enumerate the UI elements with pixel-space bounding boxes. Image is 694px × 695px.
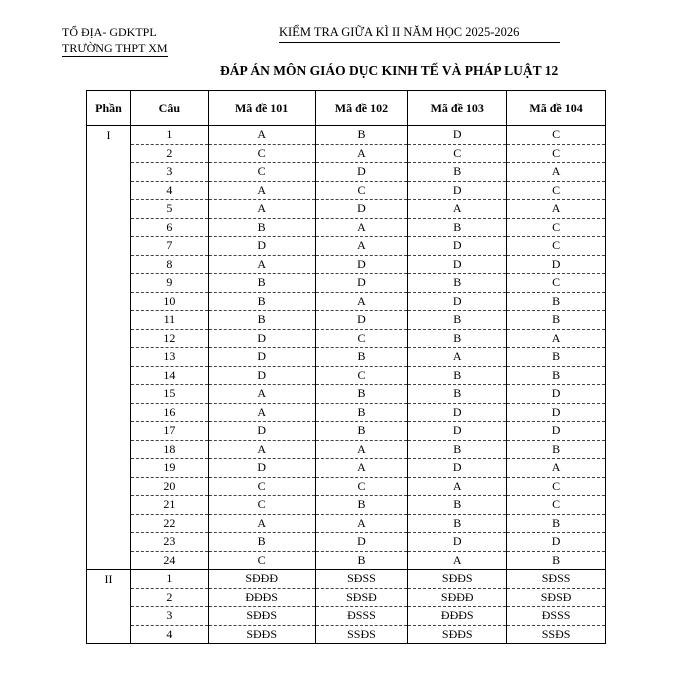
answer-104: B <box>507 440 606 459</box>
answer-103: D <box>408 533 507 552</box>
answer-102: A <box>315 237 408 256</box>
question-cell: 16 <box>130 403 208 422</box>
question-cell: 11 <box>130 311 208 330</box>
answer-103: D <box>408 255 507 274</box>
question-cell: 10 <box>130 292 208 311</box>
answer-103: B <box>408 329 507 348</box>
answer-102: D <box>315 200 408 219</box>
answer-104: C <box>507 477 606 496</box>
answer-103: SĐĐS <box>408 570 507 589</box>
answer-104: A <box>507 200 606 219</box>
answer-table <box>86 90 606 644</box>
question-cell: 21 <box>130 496 208 515</box>
answer-101: C <box>208 163 315 182</box>
question-cell: 12 <box>130 329 208 348</box>
answer-101: D <box>208 329 315 348</box>
answer-104: C <box>507 218 606 237</box>
answer-101: A <box>208 403 315 422</box>
answer-101: SĐĐS <box>208 607 315 626</box>
answer-104: B <box>507 551 606 570</box>
answer-103: D <box>408 403 507 422</box>
answer-104: D <box>507 533 606 552</box>
answer-102: A <box>315 292 408 311</box>
answer-101: B <box>208 292 315 311</box>
answer-101: D <box>208 422 315 441</box>
answer-102: D <box>315 274 408 293</box>
answer-102: B <box>315 496 408 515</box>
part-cell: I <box>87 126 131 570</box>
answer-101: B <box>208 533 315 552</box>
question-cell: 20 <box>130 477 208 496</box>
table-row <box>87 255 606 274</box>
page-title: ĐÁP ÁN MÔN GIÁO DỤC KINH TẾ VÀ PHÁP LUẬT 12 <box>220 63 559 78</box>
answer-104: SĐSS <box>507 570 606 589</box>
answer-103: B <box>408 440 507 459</box>
answer-104: C <box>507 496 606 515</box>
answer-102: C <box>315 366 408 385</box>
question-cell: 7 <box>130 237 208 256</box>
table-row <box>87 366 606 385</box>
answer-103: SĐĐĐ <box>408 588 507 607</box>
question-cell: 2 <box>130 144 208 163</box>
table-row <box>87 625 606 644</box>
answer-104: C <box>507 274 606 293</box>
answer-103: D <box>408 126 507 145</box>
answer-102: B <box>315 551 408 570</box>
table-row <box>87 440 606 459</box>
table-row <box>87 422 606 441</box>
answer-104: B <box>507 311 606 330</box>
answer-102: D <box>315 533 408 552</box>
table-row <box>87 311 606 330</box>
answer-table-body <box>87 126 606 644</box>
answer-104: B <box>507 348 606 367</box>
answer-101: C <box>208 477 315 496</box>
answer-102: D <box>315 255 408 274</box>
answer-103: B <box>408 163 507 182</box>
header-code-103: Mã đề 103 <box>408 91 507 126</box>
answer-102: B <box>315 385 408 404</box>
answer-103: A <box>408 200 507 219</box>
answer-103: B <box>408 514 507 533</box>
table-row <box>87 496 606 515</box>
answer-101: A <box>208 181 315 200</box>
answer-103: B <box>408 274 507 293</box>
answer-101: ĐĐĐS <box>208 588 315 607</box>
table-row <box>87 218 606 237</box>
part-cell: II <box>87 570 131 644</box>
table-row <box>87 163 606 182</box>
answer-102: A <box>315 440 408 459</box>
answer-104: D <box>507 422 606 441</box>
answer-102: A <box>315 218 408 237</box>
question-cell: 4 <box>130 625 208 644</box>
answer-101: B <box>208 274 315 293</box>
question-cell: 24 <box>130 551 208 570</box>
answer-103: D <box>408 237 507 256</box>
answer-103: D <box>408 459 507 478</box>
table-row <box>87 292 606 311</box>
answer-101: SĐĐS <box>208 625 315 644</box>
question-cell: 6 <box>130 218 208 237</box>
exam-title: KIỂM TRA GIỮA KÌ II NĂM HỌC 2025-2026 <box>279 24 560 43</box>
header-code-101: Mã đề 101 <box>208 91 315 126</box>
answer-102: B <box>315 126 408 145</box>
answer-103: B <box>408 385 507 404</box>
answer-103: ĐĐĐS <box>408 607 507 626</box>
answer-101: C <box>208 144 315 163</box>
question-cell: 18 <box>130 440 208 459</box>
question-cell: 3 <box>130 607 208 626</box>
answer-101: B <box>208 311 315 330</box>
answer-104: D <box>507 255 606 274</box>
question-cell: 14 <box>130 366 208 385</box>
question-cell: 1 <box>130 570 208 589</box>
question-cell: 2 <box>130 588 208 607</box>
answer-104: SĐSĐ <box>507 588 606 607</box>
answer-101: A <box>208 255 315 274</box>
answer-102: C <box>315 329 408 348</box>
answer-101: A <box>208 385 315 404</box>
answer-104: C <box>507 237 606 256</box>
answer-104: B <box>507 514 606 533</box>
answer-102: B <box>315 422 408 441</box>
answer-101: D <box>208 348 315 367</box>
question-cell: 4 <box>130 181 208 200</box>
answer-103: D <box>408 422 507 441</box>
answer-101: A <box>208 126 315 145</box>
answer-104: C <box>507 181 606 200</box>
table-row <box>87 237 606 256</box>
table-header-row <box>87 91 606 126</box>
table-row <box>87 329 606 348</box>
answer-104: C <box>507 144 606 163</box>
table-row <box>87 459 606 478</box>
question-cell: 3 <box>130 163 208 182</box>
header-code-104: Mã đề 104 <box>507 91 606 126</box>
answer-101: SĐĐĐ <box>208 570 315 589</box>
table-row <box>87 588 606 607</box>
answer-101: D <box>208 237 315 256</box>
table-row <box>87 181 606 200</box>
table-row <box>87 126 606 145</box>
answer-101: D <box>208 366 315 385</box>
header-question: Câu <box>130 91 208 126</box>
answer-104: B <box>507 292 606 311</box>
answer-103: D <box>408 292 507 311</box>
answer-101: C <box>208 496 315 515</box>
answer-104: B <box>507 366 606 385</box>
answer-102: A <box>315 514 408 533</box>
department-header <box>62 24 168 57</box>
answer-103: C <box>408 144 507 163</box>
question-cell: 19 <box>130 459 208 478</box>
question-cell: 8 <box>130 255 208 274</box>
answer-102: C <box>315 181 408 200</box>
answer-103: A <box>408 477 507 496</box>
question-cell: 15 <box>130 385 208 404</box>
table-row <box>87 144 606 163</box>
answer-102: A <box>315 459 408 478</box>
answer-103: A <box>408 551 507 570</box>
answer-102: A <box>315 144 408 163</box>
school-name: TRƯỜNG THPT XM <box>62 41 168 55</box>
answer-104: A <box>507 459 606 478</box>
question-cell: 13 <box>130 348 208 367</box>
question-cell: 1 <box>130 126 208 145</box>
answer-101: D <box>208 459 315 478</box>
answer-101: A <box>208 514 315 533</box>
answer-103: B <box>408 311 507 330</box>
header-part: Phần <box>87 91 131 126</box>
table-row <box>87 551 606 570</box>
answer-102: D <box>315 311 408 330</box>
answer-102: B <box>315 403 408 422</box>
answer-102: B <box>315 348 408 367</box>
table-row <box>87 533 606 552</box>
header-code-102: Mã đề 102 <box>315 91 408 126</box>
table-row <box>87 570 606 589</box>
answer-103: SĐĐS <box>408 625 507 644</box>
answer-104: A <box>507 163 606 182</box>
table-row <box>87 348 606 367</box>
answer-102: SĐSĐ <box>315 588 408 607</box>
answer-102: D <box>315 163 408 182</box>
answer-104: D <box>507 403 606 422</box>
table-row <box>87 514 606 533</box>
answer-103: B <box>408 366 507 385</box>
answer-101: C <box>208 551 315 570</box>
answer-103: B <box>408 496 507 515</box>
answer-101: A <box>208 200 315 219</box>
answer-104: D <box>507 385 606 404</box>
question-cell: 22 <box>130 514 208 533</box>
answer-102: ĐSSS <box>315 607 408 626</box>
table-row <box>87 200 606 219</box>
answer-104: C <box>507 126 606 145</box>
answer-103: D <box>408 181 507 200</box>
table-row <box>87 607 606 626</box>
answer-104: A <box>507 329 606 348</box>
answer-101: B <box>208 218 315 237</box>
table-row <box>87 274 606 293</box>
answer-104: ĐSSS <box>507 607 606 626</box>
answer-103: B <box>408 218 507 237</box>
question-cell: 5 <box>130 200 208 219</box>
answer-102: SSĐS <box>315 625 408 644</box>
question-cell: 9 <box>130 274 208 293</box>
answer-104: SSĐS <box>507 625 606 644</box>
department-name: TỔ ĐỊA- GDKTPL <box>62 25 157 39</box>
table-row <box>87 385 606 404</box>
answer-102: C <box>315 477 408 496</box>
answer-102: SĐSS <box>315 570 408 589</box>
question-cell: 23 <box>130 533 208 552</box>
question-cell: 17 <box>130 422 208 441</box>
answer-101: A <box>208 440 315 459</box>
table-row <box>87 477 606 496</box>
table-row <box>87 403 606 422</box>
answer-103: A <box>408 348 507 367</box>
